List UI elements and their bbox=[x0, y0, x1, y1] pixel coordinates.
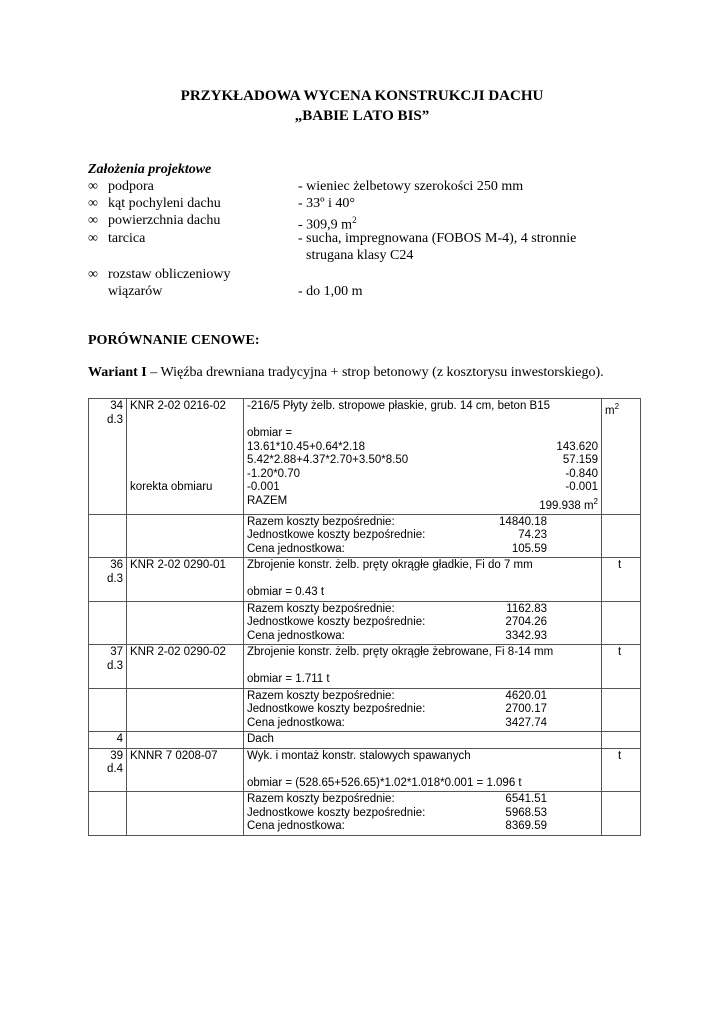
assumption-label: rozstaw obliczeniowy bbox=[108, 267, 231, 282]
calc-total-value-wrap bbox=[539, 495, 598, 513]
item-number: 37 bbox=[110, 646, 123, 659]
item-unit: m bbox=[605, 404, 615, 417]
item-description: Wyk. i montaż konstr. stalowych spawanych bbox=[247, 749, 471, 762]
assumption-value-text: - 309,9 m bbox=[298, 217, 353, 233]
table-row-summary bbox=[89, 514, 641, 558]
table-row bbox=[89, 645, 641, 689]
superscript: 2 bbox=[352, 215, 357, 225]
assumption-label-continued: wiązarów bbox=[108, 284, 163, 299]
unit-direct-costs-value: 2704.26 bbox=[505, 616, 547, 629]
calc-line bbox=[247, 468, 598, 482]
table-row bbox=[89, 558, 641, 602]
assumption-value: - do 1,00 m bbox=[298, 284, 363, 299]
unit-price-label: Cena jednostkowa: bbox=[247, 820, 345, 833]
assumption-value: - 33º i 40° bbox=[298, 196, 355, 211]
direct-costs-value: 14840.18 bbox=[499, 515, 547, 528]
measurement: obmiar = 1.711 t bbox=[247, 673, 330, 686]
assumptions-heading: Założenia projektowe bbox=[88, 162, 212, 177]
direct-costs-label: Razem koszty bezpośrednie: bbox=[247, 602, 395, 615]
calc-value: 143.620 bbox=[556, 440, 598, 453]
cost-summary-cell bbox=[244, 601, 602, 645]
item-number-cell bbox=[89, 748, 127, 792]
item-code: KNR 2-02 0216-02 bbox=[130, 400, 226, 412]
section-title: Dach bbox=[247, 733, 274, 746]
unit-price-label: Cena jednostkowa: bbox=[247, 716, 345, 729]
direct-costs-label: Razem koszty bezpośrednie: bbox=[247, 515, 395, 528]
item-chapter: d.3 bbox=[107, 572, 123, 585]
item-unit-cell bbox=[602, 399, 641, 515]
section-title-cell bbox=[244, 732, 602, 749]
calc-value: -0.001 bbox=[565, 481, 598, 493]
calc-total-value: 199.938 m bbox=[539, 499, 594, 512]
assumption-value-continued: strugana klasy C24 bbox=[306, 248, 414, 263]
cost-summary-cell bbox=[244, 688, 602, 732]
assumption-value: - sucha, impregnowana (FOBOS M-4), 4 stronnie bbox=[298, 231, 577, 246]
item-code: KNR 2-02 0290-01 bbox=[130, 559, 226, 572]
item-unit: t bbox=[618, 646, 622, 659]
superscript: 2 bbox=[614, 402, 620, 411]
infinity-bullet-icon: ∞ bbox=[88, 267, 98, 282]
item-unit-cell bbox=[602, 645, 641, 689]
unit-direct-costs-label: Jednostkowe koszty bezpośrednie: bbox=[247, 806, 426, 819]
cost-summary-cell bbox=[244, 514, 602, 558]
measurement-label: obmiar = bbox=[247, 427, 293, 439]
item-description-cell bbox=[244, 645, 602, 689]
item-description-cell bbox=[244, 399, 602, 515]
unit-price-label: Cena jednostkowa: bbox=[247, 629, 345, 642]
variant-description bbox=[88, 365, 604, 381]
unit-price-value: 8369.59 bbox=[505, 820, 547, 833]
item-description: -216/5 Płyty żelb. stropowe płaskie, grub. 14 cm, beton B15 bbox=[247, 400, 550, 412]
item-chapter: d.3 bbox=[107, 413, 123, 426]
section-heading: PORÓWNANIE CENOWE: bbox=[88, 333, 260, 348]
direct-costs-label: Razem koszty bezpośrednie: bbox=[247, 793, 395, 806]
calc-total-label: RAZEM bbox=[247, 494, 288, 507]
unit-direct-costs-value: 5968.53 bbox=[505, 806, 547, 819]
item-code: KNR 2-02 0290-02 bbox=[130, 646, 226, 659]
item-unit: t bbox=[618, 749, 622, 762]
infinity-bullet-icon: ∞ bbox=[88, 196, 98, 211]
item-number-cell bbox=[89, 399, 127, 515]
infinity-bullet-icon: ∞ bbox=[88, 213, 98, 228]
superscript: 2 bbox=[593, 496, 598, 506]
table-row-summary bbox=[89, 792, 641, 836]
item-code: KNNR 7 0208-07 bbox=[130, 749, 218, 762]
calc-expression: 5.42*2.88+4.37*2.70+3.50*8.50 bbox=[247, 454, 409, 466]
item-description: Zbrojenie konstr. żelb. pręty okrągłe gładkie, Fi do 7 mm bbox=[247, 559, 533, 572]
assumption-value: - wieniec żelbetowy szerokości 250 mm bbox=[298, 179, 524, 194]
table-row bbox=[89, 399, 641, 515]
infinity-bullet-icon: ∞ bbox=[88, 179, 98, 194]
unit-direct-costs-label: Jednostkowe koszty bezpośrednie: bbox=[247, 703, 426, 716]
section-number: 4 bbox=[116, 733, 123, 746]
item-chapter: d.4 bbox=[107, 763, 123, 776]
assumption-label: kąt pochyleni dachu bbox=[108, 196, 221, 211]
infinity-bullet-icon: ∞ bbox=[88, 231, 98, 246]
calc-expression: -1.20*0.70 bbox=[247, 467, 301, 480]
unit-price-label: Cena jednostkowa: bbox=[247, 542, 345, 555]
document-title-line1: PRZYKŁADOWA WYCENA KONSTRUKCJI DACHU bbox=[180, 88, 544, 104]
direct-costs-value: 1162.83 bbox=[506, 602, 547, 615]
unit-direct-costs-label: Jednostkowe koszty bezpośrednie: bbox=[247, 529, 426, 542]
item-number: 39 bbox=[110, 749, 123, 762]
item-number-cell bbox=[89, 558, 127, 602]
item-code-cell bbox=[127, 645, 244, 689]
assumption-label: powierzchnia dachu bbox=[108, 213, 221, 228]
unit-price-value: 105.59 bbox=[511, 542, 547, 555]
measurement: obmiar = (528.65+526.65)*1.02*1.018*0.001 = 1.096 t bbox=[247, 776, 522, 789]
unit-direct-costs-value: 74.23 bbox=[518, 529, 547, 542]
variant-text: – Więźba drewniana tradycyjna + strop betonowy (z kosztorysu inwestorskiego). bbox=[146, 365, 604, 380]
item-chapter: d.3 bbox=[107, 659, 123, 672]
unit-direct-costs-label: Jednostkowe koszty bezpośrednie: bbox=[247, 616, 426, 629]
cost-estimate-table bbox=[88, 398, 641, 836]
measurement-correction-label: korekta obmiaru bbox=[130, 481, 213, 493]
calc-line bbox=[247, 441, 598, 455]
variant-label: Wariant I bbox=[88, 365, 147, 380]
calc-value: 57.159 bbox=[562, 454, 598, 466]
unit-price-value: 3342.93 bbox=[505, 629, 547, 642]
item-code-cell bbox=[127, 748, 244, 792]
item-unit-cell bbox=[602, 748, 641, 792]
calc-expression: 13.61*10.45+0.64*2.18 bbox=[247, 440, 365, 453]
item-code-cell bbox=[127, 558, 244, 602]
direct-costs-label: Razem koszty bezpośrednie: bbox=[247, 689, 395, 702]
calc-line bbox=[247, 481, 598, 495]
section-number-cell bbox=[89, 732, 127, 749]
assumption-label: tarcica bbox=[108, 231, 146, 246]
direct-costs-value: 4620.01 bbox=[505, 689, 547, 702]
cost-summary-cell bbox=[244, 792, 602, 836]
table-row bbox=[89, 748, 641, 792]
item-description-cell bbox=[244, 748, 602, 792]
table-row-section bbox=[89, 732, 641, 749]
item-unit: t bbox=[618, 559, 622, 572]
assumption-label: podpora bbox=[108, 179, 154, 194]
table-row-summary bbox=[89, 688, 641, 732]
unit-direct-costs-value: 2700.17 bbox=[505, 703, 547, 716]
item-description: Zbrojenie konstr. żelb. pręty okrągłe żebrowane, Fi 8-14 mm bbox=[247, 646, 554, 659]
unit-price-value: 3427.74 bbox=[505, 716, 547, 729]
item-number-cell bbox=[89, 645, 127, 689]
direct-costs-value: 6541.51 bbox=[505, 793, 547, 806]
item-description-cell bbox=[244, 558, 602, 602]
item-number: 34 bbox=[110, 400, 123, 412]
calc-line bbox=[247, 454, 598, 468]
item-number: 36 bbox=[110, 559, 123, 572]
item-unit-cell bbox=[602, 558, 641, 602]
calc-value: -0.840 bbox=[565, 467, 598, 480]
document-title-line2: „BABIE LATO BIS” bbox=[294, 108, 430, 124]
measurement: obmiar = 0.43 t bbox=[247, 586, 325, 599]
calc-expression: -0.001 bbox=[247, 481, 280, 493]
calc-total-line bbox=[247, 495, 598, 513]
table-row-summary bbox=[89, 601, 641, 645]
item-code-cell bbox=[127, 399, 244, 515]
